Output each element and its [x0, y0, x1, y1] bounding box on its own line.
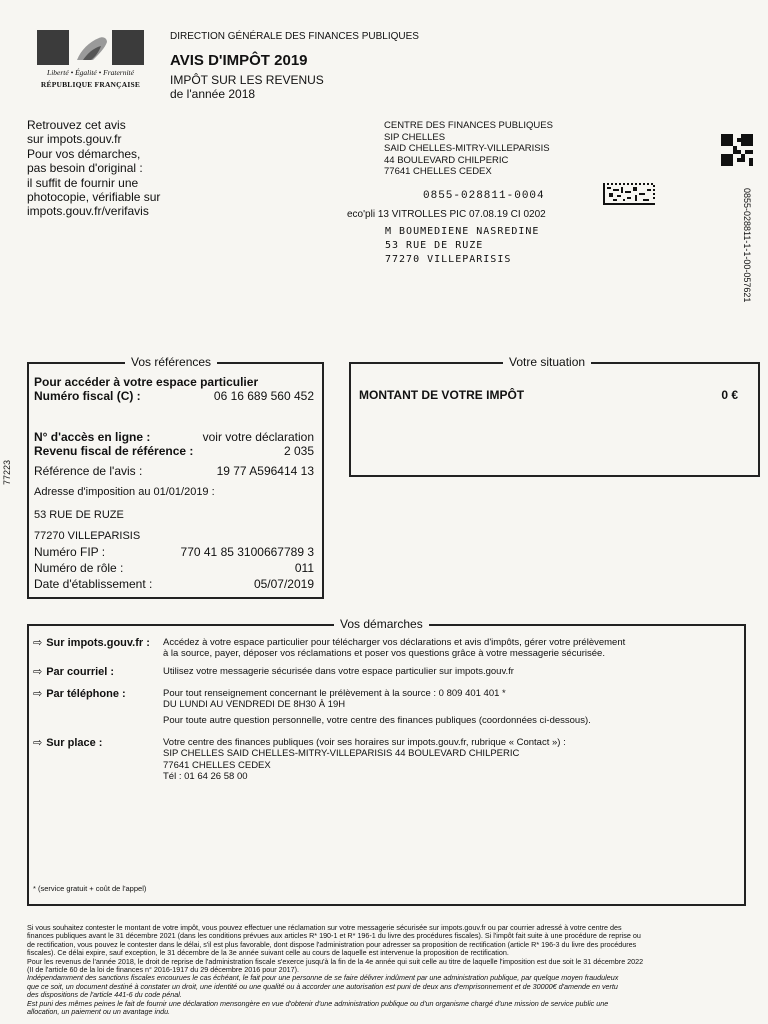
legal-notice: [27, 924, 752, 1016]
avis-title: AVIS D'IMPÔT 2019: [170, 52, 308, 69]
place-label-text: Sur place :: [46, 737, 103, 749]
place-text-line: Tél : 01 64 26 58 00: [163, 771, 248, 783]
centre-line: 77641 CHELLES CEDEX: [384, 166, 492, 178]
logo-motto: Liberté • Égalité • Fraternité: [47, 68, 134, 77]
fip-value: 770 41 85 3100667789 3: [180, 545, 314, 559]
centre-line: SAID CHELLES-MITRY-VILLEPARISIS: [384, 143, 550, 155]
ecopli-line: eco'pli 13 VITROLLES PIC 07.08.19 CI 0202: [347, 209, 546, 220]
republique-francaise-logo: [37, 30, 144, 92]
espace-heading: Pour accéder à votre espace particulier: [34, 375, 259, 389]
side-number: 77223: [2, 460, 12, 486]
centre-line: 44 BOULEVARD CHILPERIC: [384, 154, 509, 166]
demarches-title: Vos démarches: [334, 617, 429, 631]
ref-avis-row: [34, 464, 314, 478]
recipient-line: 53 RUE DE RUZE: [385, 240, 484, 251]
acces-value: voir votre déclaration: [202, 430, 314, 444]
annee-subtitle: de l'année 2018: [170, 87, 256, 101]
telephone-label: [33, 687, 126, 700]
qr-code-icon: [721, 134, 753, 166]
retrouvez-line: impots.gouv.fr/verifavis: [27, 204, 149, 219]
retrouvez-line: Retrouvez cet avis: [27, 118, 126, 132]
centre-line: SIP CHELLES: [384, 131, 446, 143]
retrouvez-line: Pour vos démarches,: [27, 146, 141, 161]
telephone-text-line: DU LUNDI AU VENDREDI DE 8H30 À 19H: [163, 699, 346, 711]
retrouvez-line: il suffit de fournir une: [27, 175, 139, 190]
role-value: 011: [294, 561, 314, 575]
num-fiscal-value: 06 16 689 560 452: [213, 389, 314, 403]
place-text-line: 77641 CHELLES CEDEX: [163, 759, 271, 771]
legal-line: fiscales). Ce délai expire, sauf exception, le 31 décembre de la 3e année suivant celle au cours de laquelle est intervenue la proposition de rectification.: [27, 948, 509, 958]
date-row: [34, 577, 314, 591]
courriel-text: Utilisez votre messagerie sécurisée dans votre espace particulier sur impots.gouv.fr: [163, 666, 514, 677]
acces-label: N° d'accès en ligne :: [34, 430, 151, 444]
adresse-label: Adresse d'imposition au 01/01/2019 :: [34, 486, 215, 498]
situation-box: [349, 355, 760, 477]
place-text-line: Votre centre des finances publiques (voir ses horaires sur impots.gouv.fr, rubrique « Contact ») :: [163, 737, 566, 748]
legal-line: de rectification, vous pouvez le contester dans le délai, s'il est plus favorable, dont dispose l'administration pour adresser sa proposition de rectification (article R* 196-3 du livre des procédures: [27, 939, 637, 949]
fip-label: Numéro FIP :: [34, 545, 106, 559]
telephone-text-line: Pour tout renseignement concernant le prélèvement à la source : 0 809 401 401 *: [163, 688, 506, 699]
datamatrix-icon: [603, 183, 655, 205]
rfr-label: Revenu fiscal de référence :: [34, 444, 194, 458]
internet-text-line: Accédez à votre espace particulier pour télécharger vos déclarations et avis d'impôts, gérer votre prélèvement: [163, 637, 626, 648]
legal-italic-line: des dispositions de l'article 441-6 du code pénal.: [27, 990, 182, 1000]
role-label: Numéro de rôle :: [34, 561, 124, 575]
arrow-right-icon: ⇨: [33, 637, 43, 649]
direction-title: DIRECTION GÉNÉRALE DES FINANCES PUBLIQUES: [170, 31, 419, 42]
situation-title: Votre situation: [503, 355, 591, 369]
date-label: Date d'établissement :: [34, 577, 153, 591]
retrouvez-line: sur impots.gouv.fr: [27, 132, 122, 147]
montant-label: MONTANT DE VOTRE IMPÔT: [359, 388, 525, 402]
legal-italic-line: que ce soit, un document destiné à constater un droit, une identité ou une qualité ou à accorder une autorisation est puni de deux ans d'emprisonnement et de 30000€ d'amende en vertu: [27, 981, 618, 991]
place-text: [163, 737, 566, 783]
internet-label-text: Sur impots.gouv.fr :: [46, 637, 150, 649]
recipient-line: M BOUMEDIENE NASREDINE: [385, 226, 540, 237]
telephone-label-text: Par téléphone :: [46, 688, 126, 700]
arrow-right-icon: ⇨: [33, 666, 43, 678]
legal-line: Si vous souhaitez contester le montant de votre impôt, vous pouvez effectuer une réclamation sur votre messagerie sécurisée sur impots.gouv.fr ou par courrier adressé à votre centre des: [27, 923, 622, 932]
ref-avis-value: 19 77 A596414 13: [216, 464, 314, 478]
recipient-address: [385, 225, 539, 267]
impot-subtitle: IMPÔT SUR LES REVENUS: [170, 73, 324, 87]
place-label: [33, 736, 102, 749]
reference-code: 0855-028811-0004: [423, 190, 545, 202]
legal-line: Pour les revenus de l'année 2018, le droit de reprise de l'administration fiscale s'exerce jusqu'à la fin de la 4e année qui suit celle au titre de laquelle l'imposition est due soit le 31 décembre 2022: [27, 956, 644, 966]
acces-row: [34, 430, 314, 444]
courriel-label-text: Par courriel :: [46, 666, 115, 678]
rfr-row: [34, 444, 314, 458]
num-fiscal-row: [34, 389, 314, 403]
centre-address: [384, 120, 553, 178]
references-box: [27, 355, 324, 599]
place-text-line: SIP CHELLES SAID CHELLES-MITRY-VILLEPARISIS 44 BOULEVARD CHILPERIC: [163, 748, 520, 760]
internet-text: [163, 637, 625, 660]
internet-text-line: à la source, payer, déposer vos réclamations et poser vos questions grâce à votre messagerie sécurisée.: [163, 648, 605, 660]
legal-italic-line: Indépendamment des sanctions fiscales encourues le cas échéant, le fait pour une personne de se faire délivrer indûment par une administration publique, par quelque moyen frauduleux: [27, 973, 619, 983]
demarches-footnote: * (service gratuit + coût de l'appel): [33, 884, 147, 893]
legal-italic-line: Est puni des mêmes peines le fait de fournir une déclaration mensongère en vue d'obtenir d'une administration publique ou d'un organisme chargé d'une mission de service public une: [27, 998, 609, 1008]
recipient-line: 77270 VILLEPARISIS: [385, 254, 512, 265]
retrouvez-line: pas besoin d'original :: [27, 161, 143, 176]
arrow-right-icon: ⇨: [33, 688, 43, 700]
adresse-line-2: 77270 VILLEPARISIS: [34, 530, 141, 542]
role-row: [34, 561, 314, 575]
telephone-text-2: Pour toute autre question personnelle, votre centre des finances publiques (coordonnées ci-dessous).: [163, 715, 591, 726]
montant-value: 0 €: [721, 388, 738, 402]
ref-avis-label: Référence de l'avis :: [34, 464, 143, 478]
retrouvez-line: photocopie, vérifiable sur: [27, 190, 161, 205]
fip-row: [34, 545, 314, 559]
telephone-text: [163, 688, 506, 711]
arrow-right-icon: ⇨: [33, 737, 43, 749]
references-title: Vos références: [125, 355, 217, 369]
date-value: 05/07/2019: [253, 577, 314, 591]
legal-line: (II de l'article 60 de la loi de finances n° 2016-1917 du 29 décembre 2016 pour 2017).: [27, 965, 299, 975]
internet-label: [33, 636, 150, 649]
demarches-box: [27, 617, 746, 906]
rfr-value: 2 035: [283, 444, 314, 458]
centre-line: CENTRE DES FINANCES PUBLIQUES: [384, 120, 553, 131]
marianne-flag-icon: [37, 30, 144, 65]
num-fiscal-label: Numéro fiscal (C) :: [34, 389, 141, 403]
logo-republique: RÉPUBLIQUE FRANÇAISE: [40, 80, 141, 89]
courriel-label: [33, 665, 114, 678]
adresse-line-1: 53 RUE DE RUZE: [34, 509, 124, 521]
retrouvez-block: [27, 118, 187, 219]
legal-line: finances publiques avant le 31 décembre 2021 (dans les conditions prévues aux articles R* 190-1 et R* 196-1 du livre des procédures fiscales). Si l'impôt fait suite à une procédure de reprise ou: [27, 931, 641, 941]
legal-italic-line: allocation, un paiement ou un avantage indu.: [27, 1007, 171, 1017]
side-code: 0855-028811-1-1-00-057621: [742, 188, 752, 303]
